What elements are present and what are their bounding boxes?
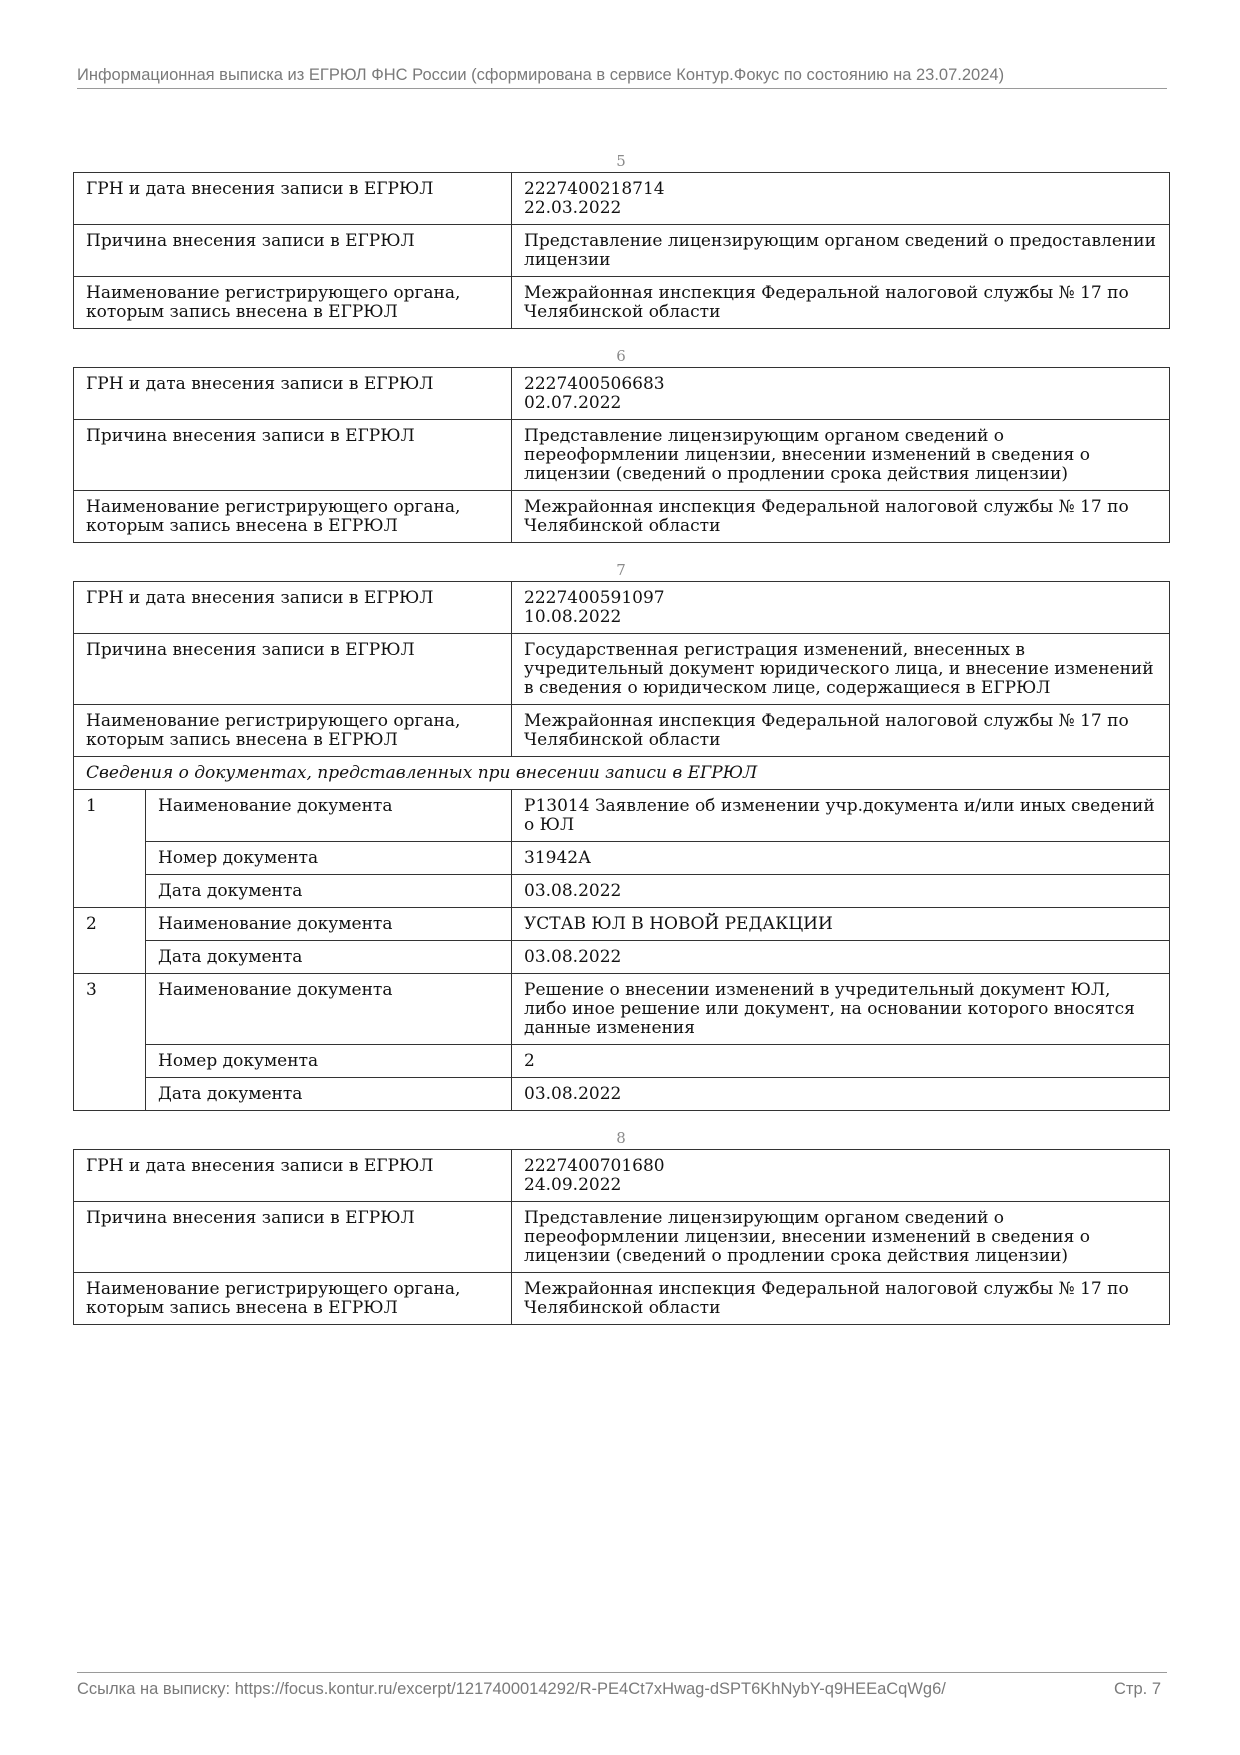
row-value-date: 22.03.2022 bbox=[524, 198, 622, 218]
entry-table bbox=[73, 581, 1170, 1111]
row-value-text: Межрайонная инспекция Федеральной налоговой службы № 17 по Челябинской области bbox=[524, 497, 1129, 536]
row-value-text: Государственная регистрация изменений, внесенных в учредительный документ юридического лица, и внесение изменений в сведения о юридическом лице, содержащиеся в ЕГРЮЛ bbox=[524, 640, 1154, 698]
document-field-label: Дата документа bbox=[146, 1078, 512, 1111]
document-field-value: 31942А bbox=[512, 842, 1170, 875]
row-label: Причина внесения записи в ЕГРЮЛ bbox=[74, 225, 512, 277]
row-value bbox=[512, 225, 1170, 277]
row-value-text: Представление лицензирующим органом сведений о переоформлении лицензии, внесении изменений в сведения о лицензии (сведений о продлении срока действия лицензии) bbox=[524, 1208, 1090, 1266]
document-row bbox=[74, 875, 1170, 908]
table-row bbox=[74, 1202, 1170, 1273]
table-row bbox=[74, 705, 1170, 757]
row-value-text: Представление лицензирующим органом сведений о переоформлении лицензии, внесении изменений в сведения о лицензии (сведений о продлении срока действия лицензии) bbox=[524, 426, 1090, 484]
table-row bbox=[74, 277, 1170, 329]
row-value bbox=[512, 1273, 1170, 1325]
row-label: Причина внесения записи в ЕГРЮЛ bbox=[74, 1202, 512, 1273]
row-label: ГРН и дата внесения записи в ЕГРЮЛ bbox=[74, 1150, 512, 1202]
document-field-label: Номер документа bbox=[146, 842, 512, 875]
document-row bbox=[74, 842, 1170, 875]
row-label: Наименование регистрирующего органа, которым запись внесена в ЕГРЮЛ bbox=[74, 277, 512, 329]
header-text: Информационная выписка из ЕГРЮЛ ФНС России (сформирована в сервисе Контур.Фокус по состоянию на 23.07.2024) bbox=[77, 66, 1005, 84]
entry-number: 6 bbox=[616, 347, 626, 365]
page-number: Стр. 7 bbox=[1114, 1680, 1161, 1698]
table-row bbox=[74, 420, 1170, 491]
document-header bbox=[77, 66, 1167, 89]
row-value-text: 2227400506683 bbox=[524, 374, 665, 394]
row-label: Причина внесения записи в ЕГРЮЛ bbox=[74, 634, 512, 705]
entry-table bbox=[73, 172, 1170, 329]
row-value bbox=[512, 634, 1170, 705]
egrul-entry bbox=[73, 150, 1169, 329]
row-value bbox=[512, 1150, 1170, 1202]
document-field-value: 03.08.2022 bbox=[512, 1078, 1170, 1111]
document-index: 3 bbox=[74, 974, 146, 1111]
document-field-label: Наименование документа bbox=[146, 908, 512, 941]
table-row bbox=[74, 582, 1170, 634]
row-value bbox=[512, 1202, 1170, 1273]
row-value-text: Межрайонная инспекция Федеральной налоговой службы № 17 по Челябинской области bbox=[524, 1279, 1129, 1318]
row-value-text: 2227400218714 bbox=[524, 179, 665, 199]
row-value-date: 10.08.2022 bbox=[524, 607, 622, 627]
document-field-value: Р13014 Заявление об изменении учр.документа и/или иных сведений о ЮЛ bbox=[512, 790, 1170, 842]
document-index: 1 bbox=[74, 790, 146, 908]
entry-number: 5 bbox=[616, 152, 626, 170]
table-row bbox=[74, 1150, 1170, 1202]
row-label: ГРН и дата внесения записи в ЕГРЮЛ bbox=[74, 582, 512, 634]
row-value-date: 02.07.2022 bbox=[524, 393, 622, 413]
entry-number: 7 bbox=[616, 561, 626, 579]
document-field-label: Наименование документа bbox=[146, 790, 512, 842]
row-label: Наименование регистрирующего органа, которым запись внесена в ЕГРЮЛ bbox=[74, 705, 512, 757]
document-row bbox=[74, 941, 1170, 974]
row-label: ГРН и дата внесения записи в ЕГРЮЛ bbox=[74, 368, 512, 420]
document-field-value: 03.08.2022 bbox=[512, 875, 1170, 908]
row-value-text: Представление лицензирующим органом сведений о предоставлении лицензии bbox=[524, 231, 1156, 270]
entry-number: 8 bbox=[616, 1129, 626, 1147]
document-row bbox=[74, 1078, 1170, 1111]
row-label: Наименование регистрирующего органа, которым запись внесена в ЕГРЮЛ bbox=[74, 491, 512, 543]
document-field-value: 2 bbox=[512, 1045, 1170, 1078]
table-row bbox=[74, 225, 1170, 277]
document-row bbox=[74, 974, 1170, 1045]
row-value bbox=[512, 705, 1170, 757]
row-label: Причина внесения записи в ЕГРЮЛ bbox=[74, 420, 512, 491]
document-field-label: Номер документа bbox=[146, 1045, 512, 1078]
row-value bbox=[512, 420, 1170, 491]
entries-list bbox=[73, 150, 1169, 1341]
egrul-entry bbox=[73, 1127, 1169, 1325]
documents-heading: Сведения о документах, представленных при внесении записи в ЕГРЮЛ bbox=[74, 757, 1170, 790]
row-value-text: 2227400701680 bbox=[524, 1156, 665, 1176]
row-value-text: Межрайонная инспекция Федеральной налоговой службы № 17 по Челябинской области bbox=[524, 711, 1129, 750]
row-value bbox=[512, 277, 1170, 329]
row-value-date: 24.09.2022 bbox=[524, 1175, 622, 1195]
row-value bbox=[512, 368, 1170, 420]
row-value-text: Межрайонная инспекция Федеральной налоговой службы № 17 по Челябинской области bbox=[524, 283, 1129, 322]
document-field-value: Решение о внесении изменений в учредительный документ ЮЛ, либо иное решение или документ, на основании которого вносятся данные изменения bbox=[512, 974, 1170, 1045]
table-row bbox=[74, 491, 1170, 543]
row-label: ГРН и дата внесения записи в ЕГРЮЛ bbox=[74, 173, 512, 225]
document-field-value: 03.08.2022 bbox=[512, 941, 1170, 974]
table-row bbox=[74, 368, 1170, 420]
egrul-entry bbox=[73, 559, 1169, 1111]
excerpt-link-label: Ссылка на выписку: bbox=[77, 1680, 231, 1698]
table-row bbox=[74, 1273, 1170, 1325]
document-footer bbox=[77, 1672, 1167, 1699]
table-row bbox=[74, 634, 1170, 705]
document-field-label: Наименование документа bbox=[146, 974, 512, 1045]
document-row bbox=[74, 790, 1170, 842]
row-label: Наименование регистрирующего органа, которым запись внесена в ЕГРЮЛ bbox=[74, 1273, 512, 1325]
document-field-value: УСТАВ ЮЛ В НОВОЙ РЕДАКЦИИ bbox=[512, 908, 1170, 941]
document-index: 2 bbox=[74, 908, 146, 974]
table-row bbox=[74, 173, 1170, 225]
row-value bbox=[512, 582, 1170, 634]
document-field-label: Дата документа bbox=[146, 941, 512, 974]
document-row bbox=[74, 1045, 1170, 1078]
excerpt-link[interactable]: https://focus.kontur.ru/excerpt/1217400014292/R-PE4Ct7xHwag-dSPT6KhNybY-q9HEEaCqWg6/ bbox=[234, 1680, 946, 1698]
document-field-label: Дата документа bbox=[146, 875, 512, 908]
row-value bbox=[512, 491, 1170, 543]
row-value-text: 2227400591097 bbox=[524, 588, 665, 608]
documents-heading-row bbox=[74, 757, 1170, 790]
document-row bbox=[74, 908, 1170, 941]
egrul-entry bbox=[73, 345, 1169, 543]
row-value bbox=[512, 173, 1170, 225]
entry-table bbox=[73, 367, 1170, 543]
entry-table bbox=[73, 1149, 1170, 1325]
